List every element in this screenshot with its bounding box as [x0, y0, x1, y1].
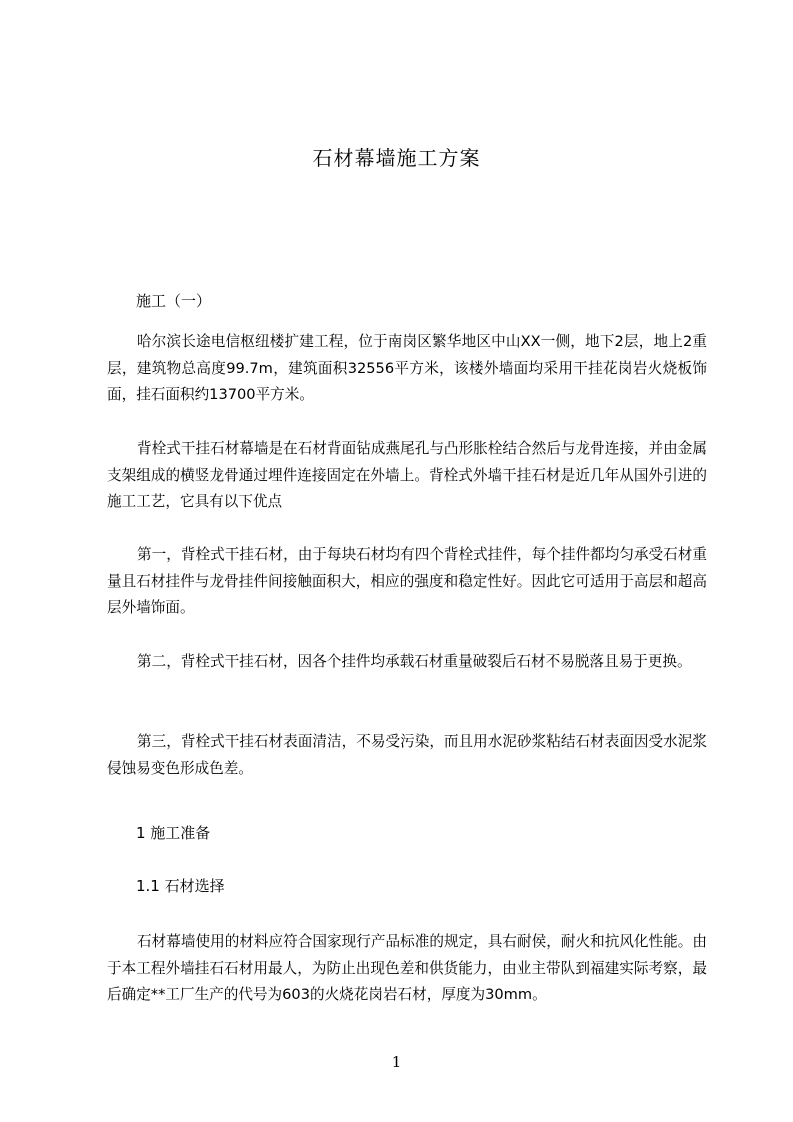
paragraph-advantage-first: 第一，背栓式干挂石材，由于每块石材均有四个背栓式挂件，每个挂件都均匀承受石材重量且石材挂件与龙骨挂件间接触面积大，相应的强度和稳定性好。因此它可适用于高层和超高层外墙饰面。	[107, 546, 707, 616]
subheading-construction-prep: 1 施工准备	[136, 824, 211, 842]
paragraph-stone-selection: 石材幕墙使用的材料应符合国家现行产品标准的规定，具右耐侯，耐火和抗风化性能。由于本工程外墙挂石石材用最人，为防止出现色差和供货能力，由业主带队到福建实际考察，最后确定**工厂生产的代号为603的火烧花岗岩石材，厚度为30mm。	[107, 933, 707, 1003]
document-title: 石材幕墙施工方案	[312, 146, 481, 170]
page-number: 1	[391, 1053, 402, 1071]
paragraph-back-bolt-intro: 背栓式干挂石材幕墙是在石材背面钻成燕尾孔与凸形胀栓结合然后与龙骨连接，并由金属支架组成的横竖龙骨通过埋件连接固定在外墙上。背栓式外墙干挂石材是近几年从国外引进的施工工艺，它具有以下优点	[107, 440, 707, 510]
subheading-stone-selection: 1.1 石材选择	[136, 877, 225, 895]
section-heading: 施工（一）	[136, 292, 212, 310]
paragraph-advantage-third: 第三，背栓式干挂石材表面清洁，不易受污染，而且用水泥砂浆粘结石材表面因受水泥浆侵蚀易变色形成色差。	[107, 733, 707, 777]
paragraph-project-overview: 哈尔滨长途电信枢纽楼扩建工程，位于南岗区繁华地区中山XX一侧，地下2层，地上2重层，建筑物总高度99.7m，建筑面积32556平方米，该楼外墙面均采用干挂花岗岩火烧板饰面，挂石面积约13700平方米。	[107, 333, 707, 403]
paragraph-advantage-second: 第二，背栓式干挂石材，因各个挂件均承载石材重量破裂后石材不易脱落且易于更换。	[137, 653, 692, 670]
